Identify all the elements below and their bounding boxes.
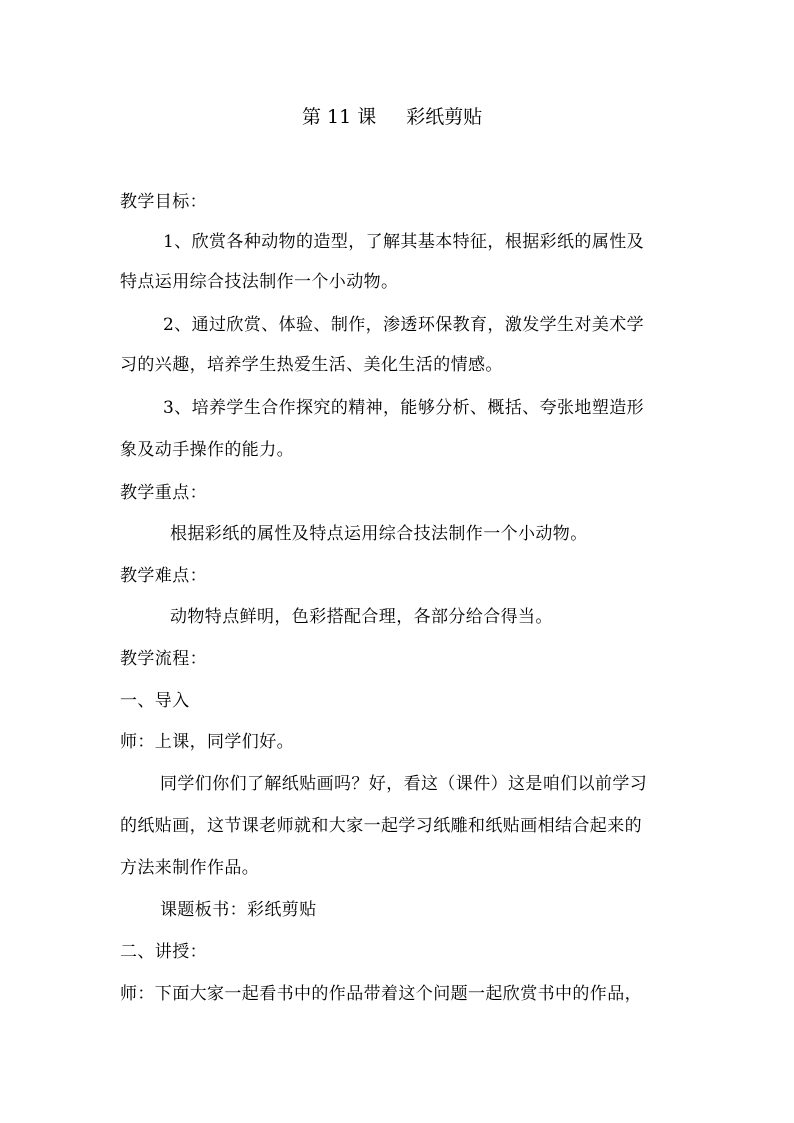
paragraph-line: 习的兴趣，培养学生热爱生活、美化生活的情感。 <box>120 355 503 375</box>
section-heading-lecture: 二、讲授： <box>120 942 207 962</box>
paragraph-line: 方法来制作作品。 <box>120 858 260 878</box>
paragraph-line: 同学们你们了解纸贴画吗？好，看这（课件）这是咱们以前学习 <box>160 774 648 794</box>
lesson-number: 第 11 课 <box>302 106 377 128</box>
section-heading-process: 教学流程： <box>120 649 207 669</box>
paragraph-line: 2、通过欣赏、体验、制作，渗透环保教育，激发学生对美术学 <box>163 315 645 335</box>
paragraph-line: 师：上课，同学们好。 <box>120 732 294 752</box>
paragraph-line: 的纸贴画，这节课老师就和大家一起学习纸雕和纸贴画相结合起来的 <box>120 816 642 836</box>
section-heading-objectives: 教学目标： <box>120 192 207 212</box>
paragraph-line: 象及动手操作的能力。 <box>120 440 294 460</box>
paragraph-line: 动物特点鲜明，色彩搭配合理，各部分给合得当。 <box>170 607 553 627</box>
page-title <box>302 104 482 130</box>
section-heading-difficulties: 教学难点： <box>120 566 207 586</box>
paragraph-line: 1、欣赏各种动物的造型，了解其基本特征，根据彩纸的属性及 <box>163 232 645 252</box>
lesson-name: 彩纸剪贴 <box>406 106 483 128</box>
paragraph-line: 课题板书：彩纸剪贴 <box>160 900 317 920</box>
section-heading-key-points: 教学重点： <box>120 483 207 503</box>
paragraph-line: 师：下面大家一起看书中的作品带着这个问题一起欣赏书中的作品， <box>120 984 642 1004</box>
paragraph-line: 3、培养学生合作探究的精神，能够分析、概括、夸张地塑造形 <box>163 398 645 418</box>
paragraph-line: 根据彩纸的属性及特点运用综合技法制作一个小动物。 <box>170 524 588 544</box>
paragraph-line: 特点运用综合技法制作一个小动物。 <box>120 272 399 292</box>
section-heading-intro: 一、导入 <box>120 691 190 711</box>
